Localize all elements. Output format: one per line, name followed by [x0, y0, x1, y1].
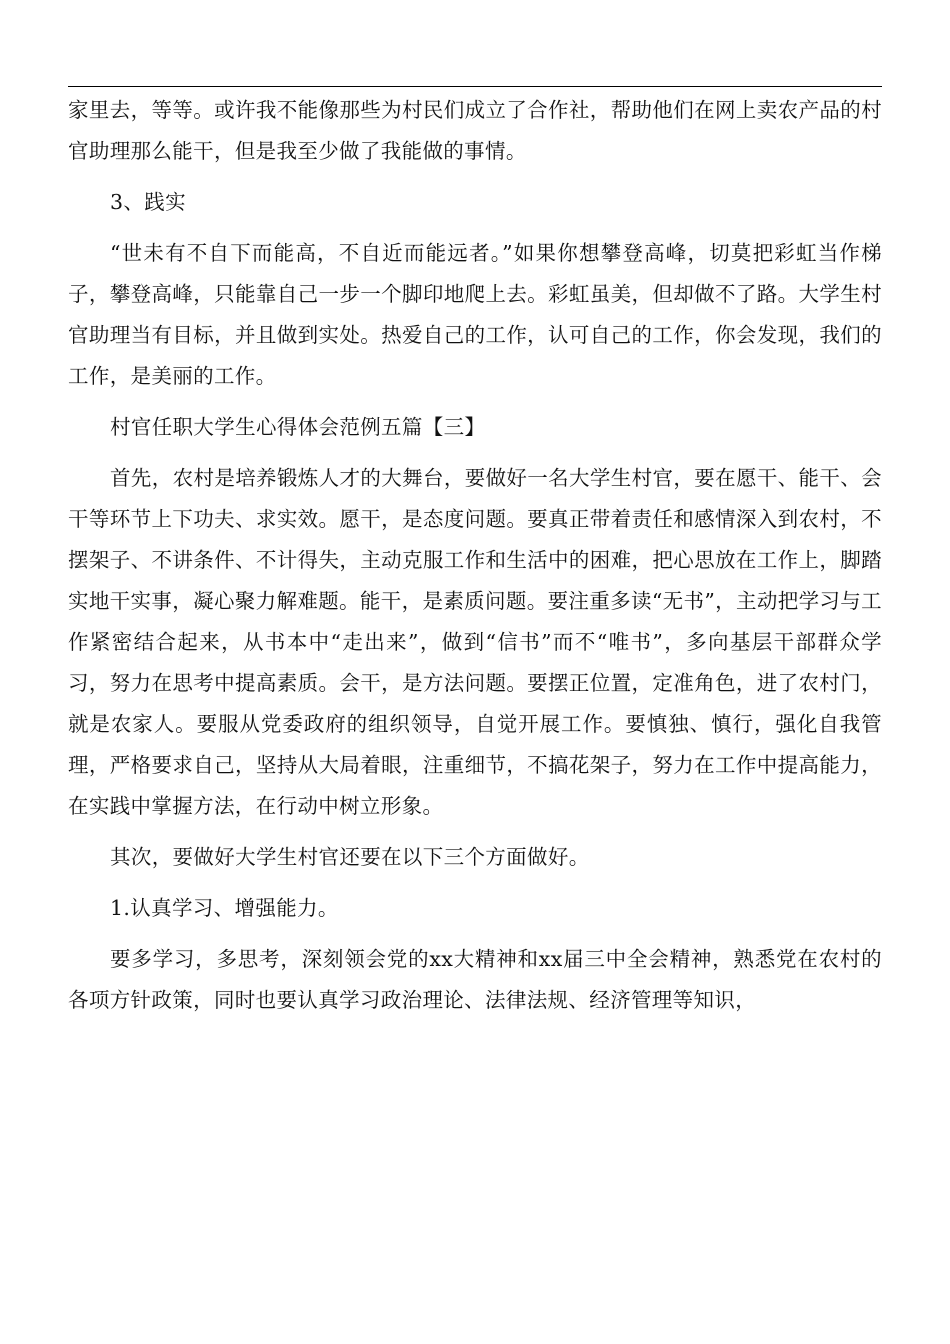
- paragraph-gap: [68, 878, 882, 888]
- document-body: [68, 90, 882, 1021]
- paragraph-second: 其次，要做好大学生村官还要在以下三个方面做好。: [110, 845, 590, 869]
- paragraph-gap: [68, 448, 882, 458]
- paragraph-gap: [68, 172, 882, 182]
- list-heading-study: 1.认真学习、增强能力。: [110, 896, 339, 920]
- header-rule: [68, 86, 882, 87]
- paragraph-gap: [68, 223, 882, 233]
- article-title-three: 村官任职大学生心得体会范例五篇【三】: [110, 415, 486, 439]
- paragraph-gap: [68, 397, 882, 407]
- paragraph-gap: [68, 929, 882, 939]
- paragraph-study: 要多学习，多思考，深刻领会党的xx大精神和xx届三中全会精神，熟悉党在农村的各项方针政策，同时也要认真学习政治理论、法律法规、经济管理等知识，: [68, 947, 882, 1012]
- paragraph-first: 首先，农村是培养锻炼人才的大舞台，要做好一名大学生村官，要在愿干、能干、会干等环节上下功夫、求实效。愿干，是态度问题。要真正带着责任和感情深入到农村，不摆架子、不讲条件、不计得失，主动克服工作和生活中的困难，把心思放在工作上，脚踏实地干实事，凝心聚力解难题。能干，是素质问题。要注重多读“无书”，主动把学习与工作紧密结合起来，从书本中“走出来”，做到“信书”而不“唯书”，多向基层干部群众学习，努力在思考中提高素质。会干，是方法问题。要摆正位置，定准角色，进了农村门，就是农家人。要服从党委政府的组织领导，自觉开展工作。要慎独、慎行，强化自我管理，严格要求自己，坚持从大局着眼，注重细节，不搞花架子，努力在工作中提高能力，在实践中掌握方法，在行动中树立形象。: [68, 466, 882, 818]
- paragraph-gap: [68, 827, 882, 837]
- paragraph-continuation: 家里去，等等。或许我不能像那些为村民们成立了合作社，帮助他们在网上卖农产品的村官助理那么能干，但是我至少做了我能做的事情。: [68, 98, 882, 163]
- paragraph-quote: “世未有不自下而能高，不自近而能远者。”如果你想攀登高峰，切莫把彩虹当作梯子，攀登高峰，只能靠自己一步一个脚印地爬上去。彩虹虽美，但却做不了路。大学生村官助理当有目标，并且做到实处。热爱自己的工作，认可自己的工作，你会发现，我们的工作，是美丽的工作。: [68, 241, 882, 388]
- section-heading-practice: 3、践实: [110, 190, 186, 214]
